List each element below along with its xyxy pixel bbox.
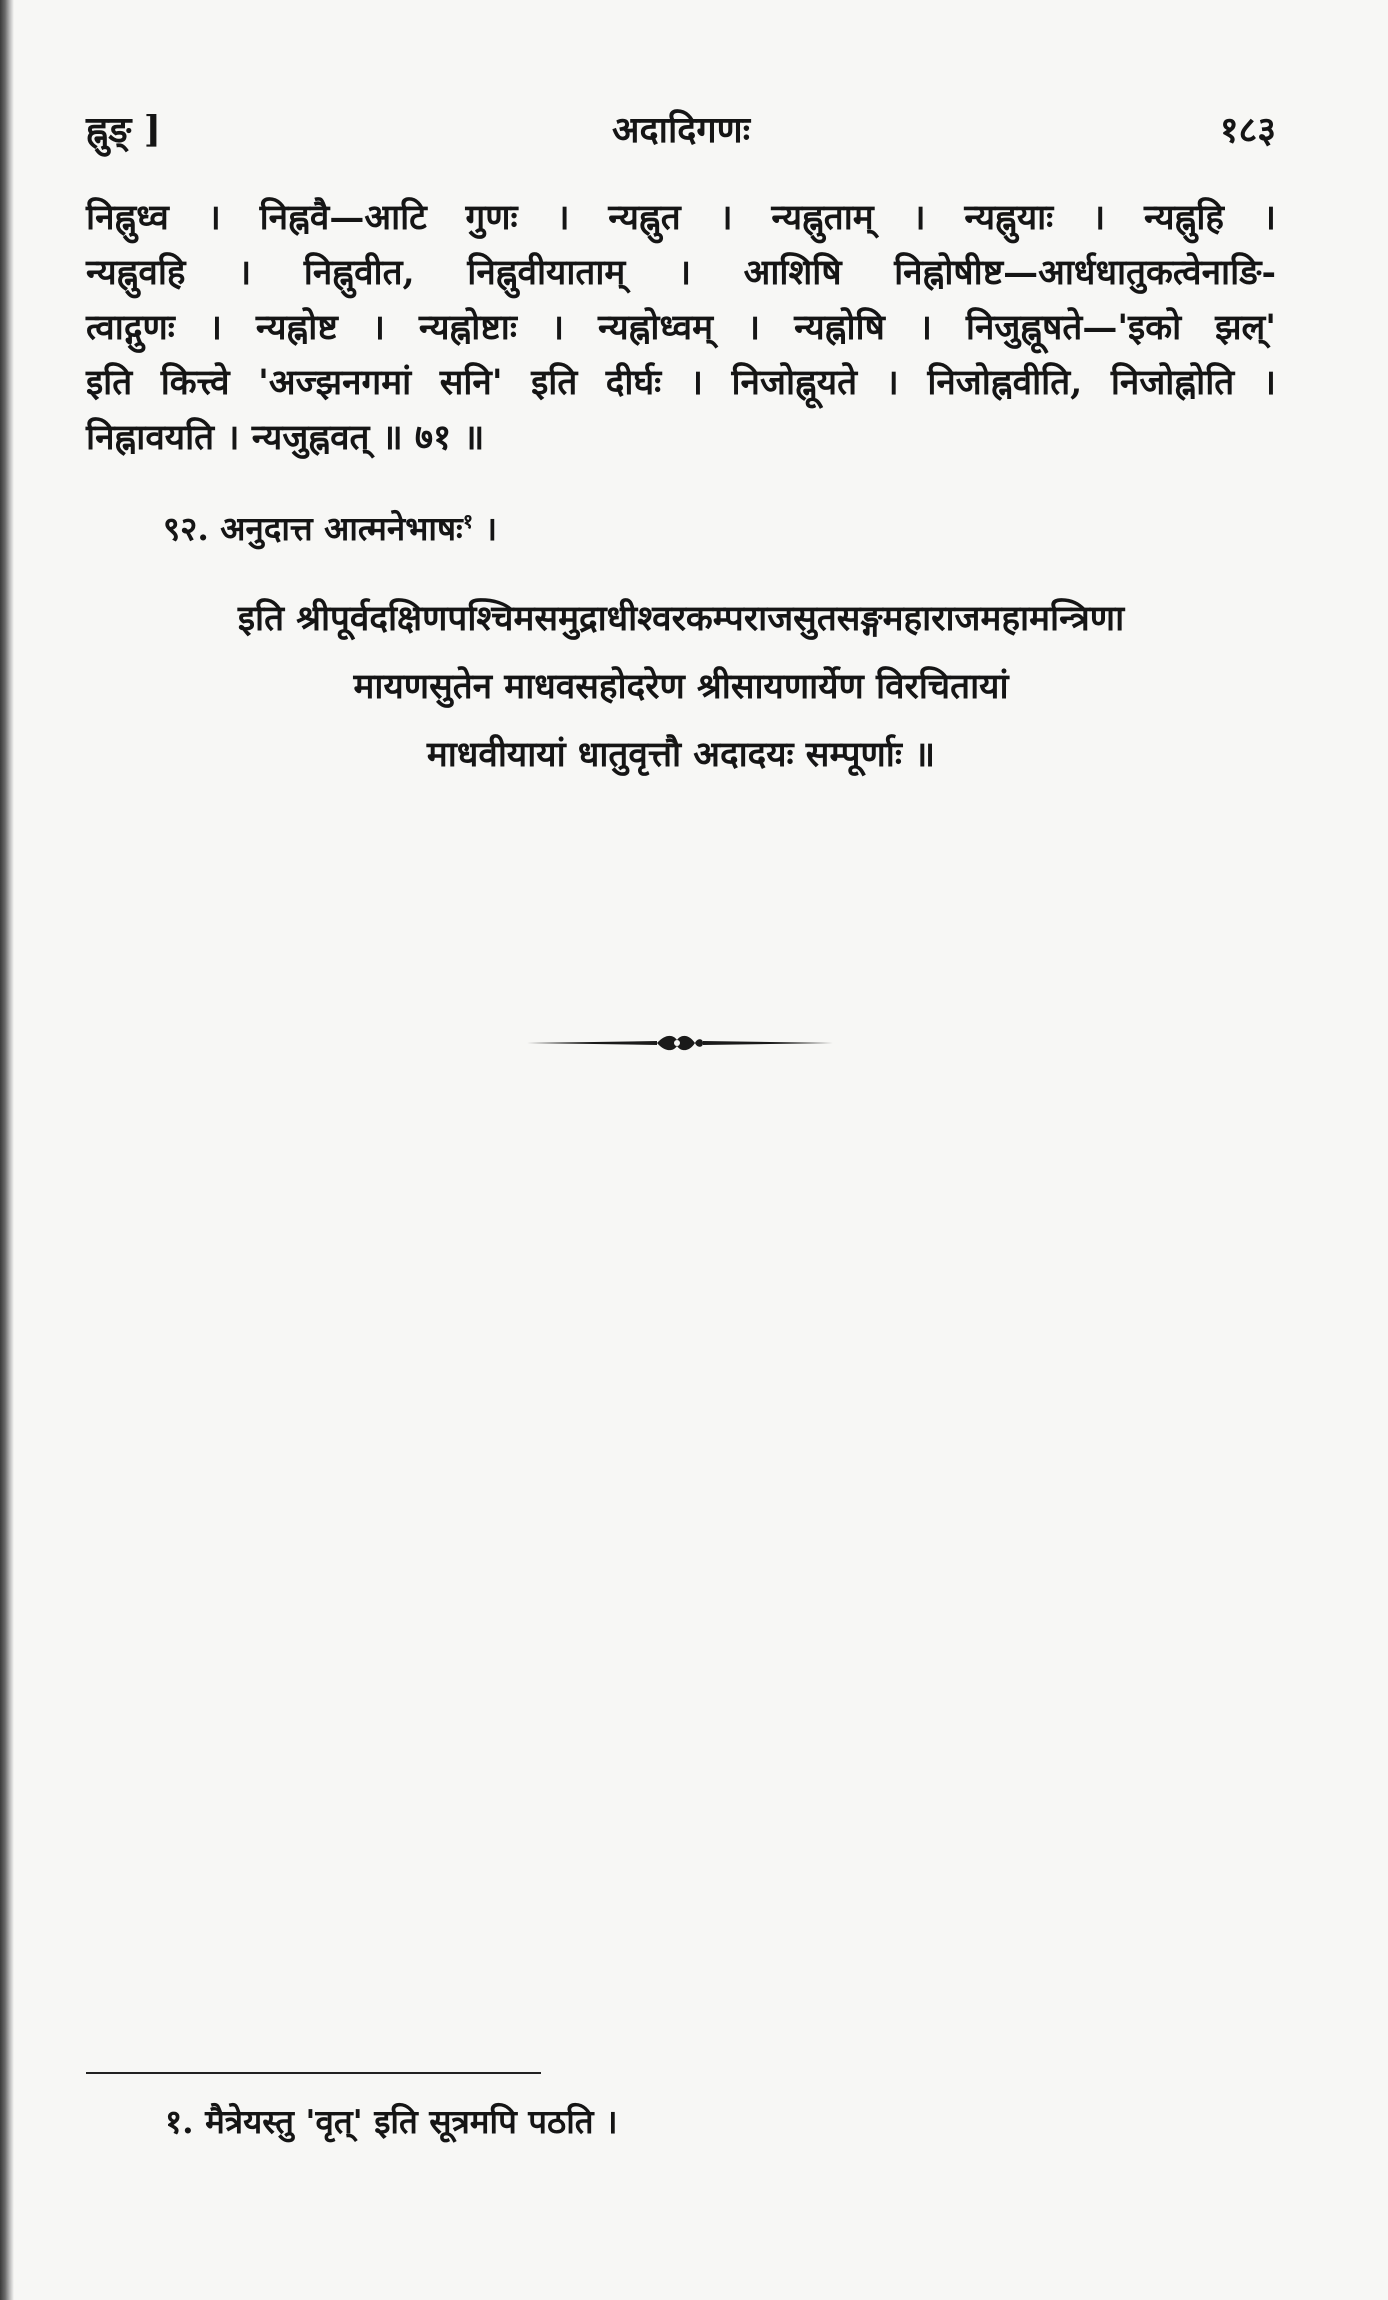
body-line: निह्नुध्व । निह्नवै—आटि गुणः । न्यह्नुत । न्यह्नुताम् । न्यह्नुयाः । न्यह्नुहि । — [86, 197, 1276, 238]
footnote: १. मैत्रेयस्तु 'वृत्' इति सूत्रमपि पठति । — [165, 2102, 618, 2141]
running-head — [86, 104, 1276, 156]
page-number: १८३ — [1219, 109, 1276, 151]
body-line: इति कित्त्वे 'अज्झनगमां सनि' इति दीर्घः । निजोह्नूयते । निजोह्नवीति, निजोह्नोति । — [86, 362, 1276, 403]
colophon-line: मायणसुतेन माधवसहोदरेण श्रीसायणार्येण विरचितायां — [353, 666, 1009, 707]
footnote-marker: १ — [462, 509, 474, 533]
sutra-heading — [163, 505, 497, 550]
sutra-text: ९२. अनुदात्त आत्मनेभाषः — [163, 509, 463, 548]
header-section-title: अदादिगणः — [612, 109, 750, 151]
header-left-catchword: ह्नुङ् ] — [86, 109, 161, 151]
footnote-rule — [86, 2072, 541, 2074]
colophon-line: माधवीयायां धातुवृत्तौ अदादयः सम्पूर्णाः ॥ — [426, 734, 936, 775]
body-line: निह्नावयति । न्यजुह्नवत् ॥ ७१ ॥ — [86, 417, 485, 458]
sutra-danda: । — [484, 509, 498, 548]
colophon-line: इति श्रीपूर्वदक्षिणपश्चिमसमुद्राधीश्वरकम्पराजसुतसङ्गमहाराजमहामन्त्रिणा — [237, 598, 1125, 639]
colophon — [86, 585, 1276, 789]
commentary-paragraph — [86, 190, 1276, 465]
body-line: न्यह्नुवहि । निह्नुवीत, निह्नुवीयाताम् । आशिषि निह्नोषीष्ट—आर्धधातुकत्वेनाङि- — [86, 252, 1276, 293]
body-line: त्वाद्गुणः । न्यह्नोष्ट । न्यह्नोष्टाः । न्यह्नोध्वम् । न्यह्नोषि । निजुह्नूषते—'इको झल्' — [86, 307, 1276, 348]
fleuron-divider-icon — [525, 1028, 835, 1058]
